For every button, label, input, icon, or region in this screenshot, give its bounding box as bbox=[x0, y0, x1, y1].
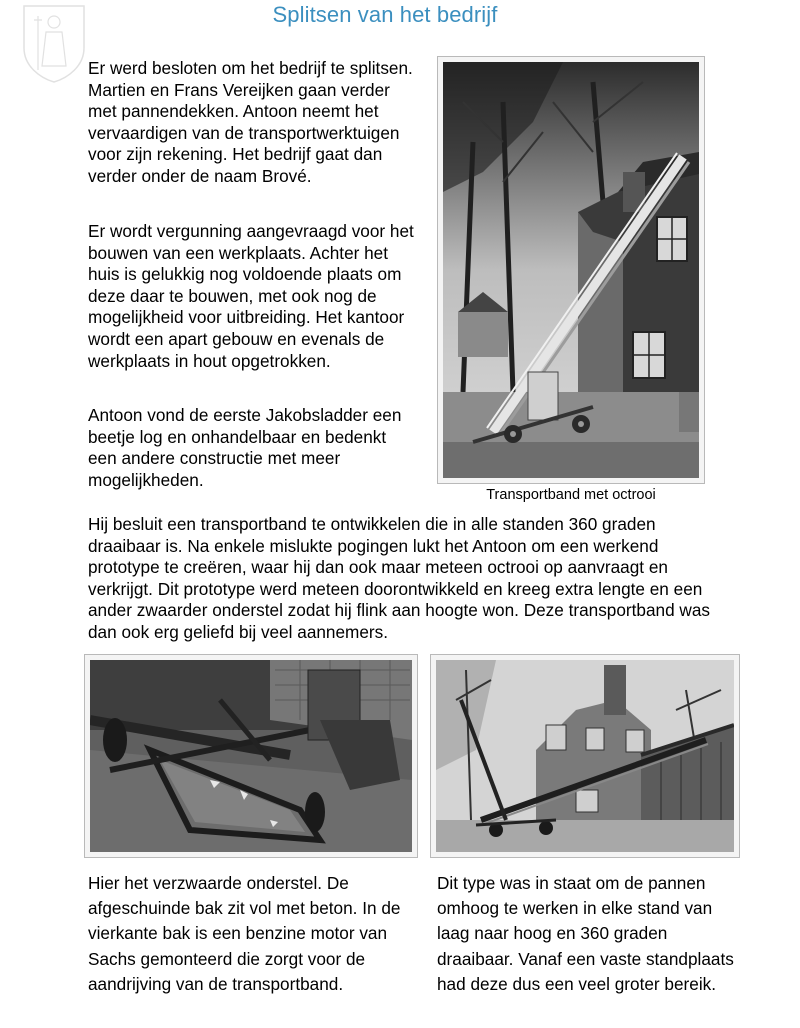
photo-transportband-octrooi bbox=[437, 56, 705, 484]
photo-verzwaarde-onderstel-image bbox=[90, 660, 412, 852]
photo-transportband-bereik bbox=[430, 654, 740, 858]
right-photo-caption: Dit type was in staat om de pannen omhoog te werken in elke stand van laag naar hoog en 360 graden draaibaar. Vanaf een vaste standplaats had deze dus een veel groter bereik. bbox=[437, 873, 734, 994]
photo-verzwaarde-onderstel bbox=[84, 654, 418, 858]
main-photo-caption: Transportband met octrooi bbox=[486, 487, 656, 503]
intro-paragraph-1: Er werd besloten om het bedrijf te splitsen. Martien en Frans Vereijken gaan verder met pannendekken. Antoon neemt het vervaardigen van de transportwerktuigen voor zijn rekening. Het bedrijf gaat dan verder onder de naam Brové. bbox=[88, 58, 413, 186]
intro-paragraph-3: Antoon vond de eerste Jakobsladder een beetje log en onhandelbaar en bedenkt een andere constructie met meer mogelijkheden. bbox=[88, 405, 402, 490]
page-title: Splitsen van het bedrijf bbox=[272, 2, 498, 27]
body-paragraph: Hij besluit een transportband te ontwikkelen die in alle standen 360 graden draaibaar is. Na enkele mislukte pogingen lukt het Antoon om een werkend prototype te creëren, waar hij dan ook maar meteen octrooi op aanvraagt en verkrijgt. Dit prototype werd meteen doorontwikkeld en kreeg extra lengte en een ander zwaarder onderstel zodat hij flink aan hoogte won. Deze transportband was dan ook erg geliefd bij veel aannemers. bbox=[88, 514, 710, 642]
left-photo-caption: Hier het verzwaarde onderstel. De afgeschuinde bak zit vol met beton. In de vierkante bak is een benzine motor van Sachs gemonteerd die zorgt voor de aandrijving van de transportband. bbox=[88, 873, 401, 994]
photo-transportband-octrooi-image bbox=[443, 62, 699, 478]
photo-transportband-bereik-image bbox=[436, 660, 734, 852]
intro-paragraph-2: Er wordt vergunning aangevraagd voor het bouwen van een werkplaats. Achter het huis is gelukkig nog voldoende plaats om deze daar te bouwen, met ook nog de mogelijkheid voor uitbreiding. Het kantoor wordt een apart gebouw en evenals de werkplaats in hout opgetrokken. bbox=[88, 221, 414, 371]
